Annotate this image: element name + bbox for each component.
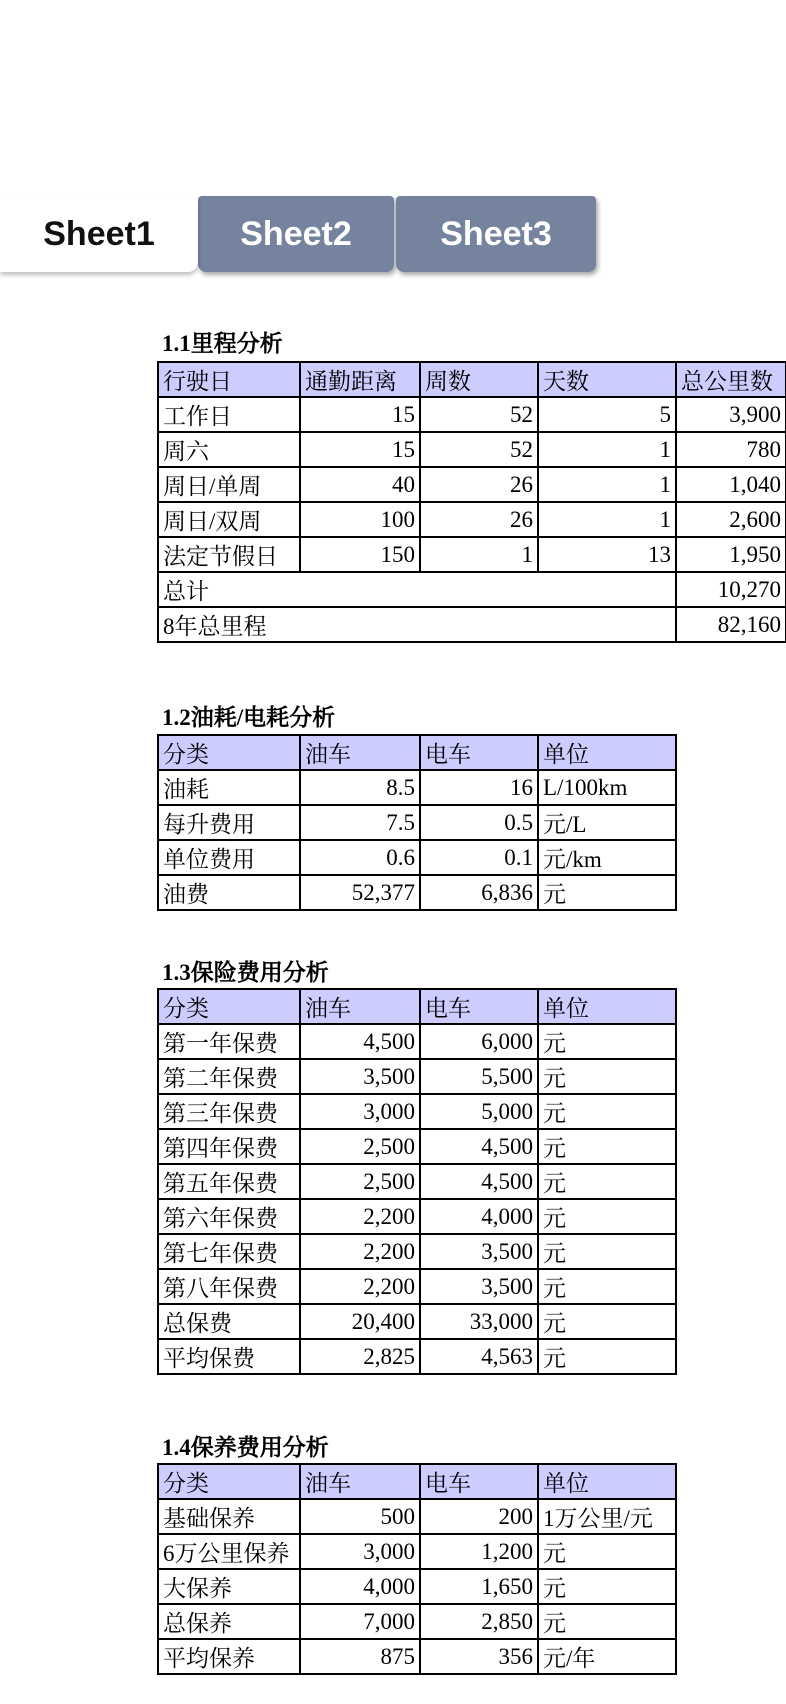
value-cell: 1 xyxy=(538,467,676,502)
value-cell: 1,200 xyxy=(420,1534,538,1569)
sheet-tab-bar xyxy=(0,196,600,272)
value-cell: 3,900 xyxy=(676,397,786,432)
value-cell: 1,650 xyxy=(420,1569,538,1604)
value-cell: 26 xyxy=(420,467,538,502)
value-cell: 2,200 xyxy=(300,1234,420,1269)
label-cell: 元 xyxy=(538,1234,676,1269)
column-header: 行驶日 xyxy=(158,362,300,397)
label-cell: 周日/单周 xyxy=(158,467,300,502)
column-header: 油车 xyxy=(300,989,420,1024)
value-cell: 356 xyxy=(420,1639,538,1674)
label-cell: 元 xyxy=(538,1129,676,1164)
value-cell: 52 xyxy=(420,432,538,467)
value-cell: 5,000 xyxy=(420,1094,538,1129)
value-cell: 2,600 xyxy=(676,502,786,537)
label-cell: 6万公里保养 xyxy=(158,1534,300,1569)
label-cell: 第六年保费 xyxy=(158,1199,300,1234)
column-header: 油车 xyxy=(300,1464,420,1499)
label-cell: 元 xyxy=(538,1569,676,1604)
value-cell: 10,270 xyxy=(676,572,786,607)
table-row xyxy=(158,1199,676,1234)
value-cell: 40 xyxy=(300,467,420,502)
table-row xyxy=(158,1339,676,1374)
label-cell: L/100km xyxy=(538,770,676,805)
table-row xyxy=(158,1639,676,1674)
maintenance-table xyxy=(157,1463,677,1675)
table-header-row xyxy=(158,735,676,770)
value-cell: 3,500 xyxy=(420,1234,538,1269)
mileage-section-title: 1.1里程分析 xyxy=(162,331,283,356)
value-cell: 200 xyxy=(420,1499,538,1534)
value-cell: 16 xyxy=(420,770,538,805)
table-row xyxy=(158,432,786,467)
table-header-row xyxy=(158,989,676,1024)
value-cell: 0.1 xyxy=(420,840,538,875)
insurance-section-title: 1.3保险费用分析 xyxy=(162,960,329,985)
label-cell: 元 xyxy=(538,1059,676,1094)
total-row xyxy=(158,607,786,642)
label-cell: 总保养 xyxy=(158,1604,300,1639)
table-row xyxy=(158,1269,676,1304)
column-header: 单位 xyxy=(538,1464,676,1499)
value-cell: 6,836 xyxy=(420,875,538,910)
value-cell: 5,500 xyxy=(420,1059,538,1094)
column-header: 分类 xyxy=(158,735,300,770)
value-cell: 1 xyxy=(538,502,676,537)
value-cell: 52,377 xyxy=(300,875,420,910)
value-cell: 6,000 xyxy=(420,1024,538,1059)
value-cell: 3,500 xyxy=(420,1269,538,1304)
table-header-row xyxy=(158,1464,676,1499)
value-cell: 1 xyxy=(538,432,676,467)
label-cell: 1万公里/元 xyxy=(538,1499,676,1534)
tab-sheet2[interactable]: Sheet2 xyxy=(198,196,394,272)
value-cell: 15 xyxy=(300,432,420,467)
label-cell: 元/km xyxy=(538,840,676,875)
label-cell: 总保费 xyxy=(158,1304,300,1339)
value-cell: 2,825 xyxy=(300,1339,420,1374)
fuel-table xyxy=(157,734,677,911)
table-row xyxy=(158,502,786,537)
value-cell: 1,950 xyxy=(676,537,786,572)
column-header: 电车 xyxy=(420,1464,538,1499)
value-cell: 3,000 xyxy=(300,1534,420,1569)
value-cell: 2,500 xyxy=(300,1164,420,1199)
total-row xyxy=(158,572,786,607)
table-row xyxy=(158,1569,676,1604)
value-cell: 4,000 xyxy=(300,1569,420,1604)
value-cell: 2,850 xyxy=(420,1604,538,1639)
label-cell: 法定节假日 xyxy=(158,537,300,572)
label-cell: 元 xyxy=(538,1604,676,1639)
value-cell: 500 xyxy=(300,1499,420,1534)
label-cell: 8年总里程 xyxy=(158,607,676,642)
tab-sheet3[interactable]: Sheet3 xyxy=(396,196,596,272)
table-row xyxy=(158,1024,676,1059)
value-cell: 26 xyxy=(420,502,538,537)
table-row xyxy=(158,1499,676,1534)
value-cell: 4,563 xyxy=(420,1339,538,1374)
mileage-table xyxy=(157,361,786,643)
value-cell: 4,500 xyxy=(300,1024,420,1059)
label-cell: 大保养 xyxy=(158,1569,300,1604)
label-cell: 每升费用 xyxy=(158,805,300,840)
column-header: 周数 xyxy=(420,362,538,397)
value-cell: 100 xyxy=(300,502,420,537)
value-cell: 1,040 xyxy=(676,467,786,502)
label-cell: 第八年保费 xyxy=(158,1269,300,1304)
insurance-table xyxy=(157,988,677,1375)
column-header: 分类 xyxy=(158,1464,300,1499)
fuel-section-title: 1.2油耗/电耗分析 xyxy=(162,705,336,730)
column-header: 电车 xyxy=(420,735,538,770)
table-row xyxy=(158,1304,676,1339)
table-header-row xyxy=(158,362,786,397)
value-cell: 3,500 xyxy=(300,1059,420,1094)
label-cell: 第四年保费 xyxy=(158,1129,300,1164)
table-row xyxy=(158,1534,676,1569)
label-cell: 油费 xyxy=(158,875,300,910)
value-cell: 20,400 xyxy=(300,1304,420,1339)
value-cell: 4,500 xyxy=(420,1164,538,1199)
value-cell: 0.6 xyxy=(300,840,420,875)
label-cell: 基础保养 xyxy=(158,1499,300,1534)
value-cell: 13 xyxy=(538,537,676,572)
column-header: 总公里数 xyxy=(676,362,786,397)
label-cell: 总计 xyxy=(158,572,676,607)
label-cell: 元 xyxy=(538,1339,676,1374)
table-row xyxy=(158,537,786,572)
value-cell: 2,200 xyxy=(300,1199,420,1234)
maintenance-section-title: 1.4保养费用分析 xyxy=(162,1435,329,1460)
value-cell: 150 xyxy=(300,537,420,572)
value-cell: 52 xyxy=(420,397,538,432)
value-cell: 15 xyxy=(300,397,420,432)
label-cell: 周六 xyxy=(158,432,300,467)
value-cell: 875 xyxy=(300,1639,420,1674)
value-cell: 2,500 xyxy=(300,1129,420,1164)
column-header: 天数 xyxy=(538,362,676,397)
label-cell: 周日/双周 xyxy=(158,502,300,537)
table-row xyxy=(158,1164,676,1199)
table-row xyxy=(158,840,676,875)
value-cell: 4,500 xyxy=(420,1129,538,1164)
column-header: 单位 xyxy=(538,735,676,770)
label-cell: 元 xyxy=(538,1534,676,1569)
label-cell: 元 xyxy=(538,1164,676,1199)
value-cell: 82,160 xyxy=(676,607,786,642)
table-row xyxy=(158,397,786,432)
value-cell: 780 xyxy=(676,432,786,467)
value-cell: 5 xyxy=(538,397,676,432)
label-cell: 元/L xyxy=(538,805,676,840)
table-row xyxy=(158,1234,676,1269)
table-row xyxy=(158,875,676,910)
column-header: 电车 xyxy=(420,989,538,1024)
value-cell: 7,000 xyxy=(300,1604,420,1639)
label-cell: 第七年保费 xyxy=(158,1234,300,1269)
table-row xyxy=(158,1604,676,1639)
label-cell: 单位费用 xyxy=(158,840,300,875)
label-cell: 平均保费 xyxy=(158,1339,300,1374)
value-cell: 8.5 xyxy=(300,770,420,805)
column-header: 单位 xyxy=(538,989,676,1024)
label-cell: 元 xyxy=(538,1199,676,1234)
label-cell: 元 xyxy=(538,1094,676,1129)
label-cell: 元 xyxy=(538,1269,676,1304)
label-cell: 元 xyxy=(538,875,676,910)
value-cell: 4,000 xyxy=(420,1199,538,1234)
table-row xyxy=(158,1094,676,1129)
tab-sheet1[interactable]: Sheet1 xyxy=(0,196,198,272)
value-cell: 33,000 xyxy=(420,1304,538,1339)
value-cell: 1 xyxy=(420,537,538,572)
label-cell: 工作日 xyxy=(158,397,300,432)
label-cell: 第二年保费 xyxy=(158,1059,300,1094)
column-header: 油车 xyxy=(300,735,420,770)
label-cell: 第三年保费 xyxy=(158,1094,300,1129)
label-cell: 元/年 xyxy=(538,1639,676,1674)
label-cell: 第五年保费 xyxy=(158,1164,300,1199)
value-cell: 3,000 xyxy=(300,1094,420,1129)
label-cell: 油耗 xyxy=(158,770,300,805)
label-cell: 平均保养 xyxy=(158,1639,300,1674)
table-row xyxy=(158,770,676,805)
table-row xyxy=(158,1059,676,1094)
column-header: 通勤距离 xyxy=(300,362,420,397)
label-cell: 第一年保费 xyxy=(158,1024,300,1059)
label-cell: 元 xyxy=(538,1304,676,1339)
label-cell: 元 xyxy=(538,1024,676,1059)
table-row xyxy=(158,805,676,840)
value-cell: 0.5 xyxy=(420,805,538,840)
value-cell: 2,200 xyxy=(300,1269,420,1304)
table-row xyxy=(158,467,786,502)
column-header: 分类 xyxy=(158,989,300,1024)
value-cell: 7.5 xyxy=(300,805,420,840)
table-row xyxy=(158,1129,676,1164)
